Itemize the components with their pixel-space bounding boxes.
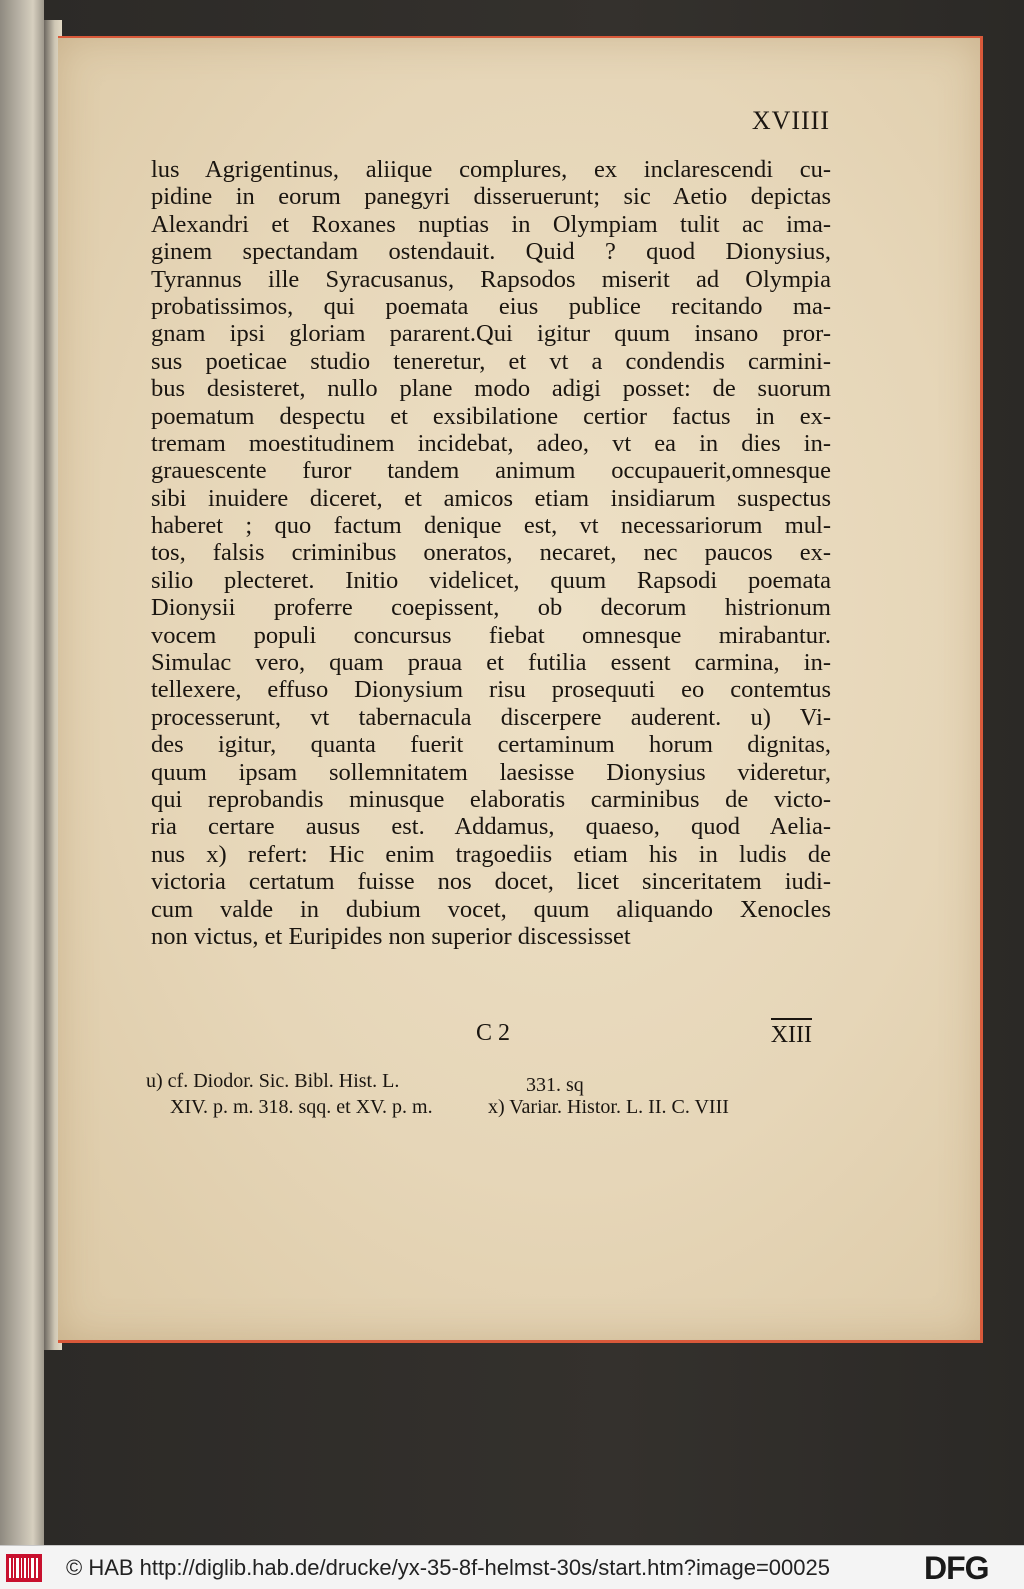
text-line: victoria certatum fuisse nos docet, licet sinceritatem iudi-: [151, 868, 831, 896]
text-line: silio plecteret. Initio videlicet, quum Rapsodi poemata: [151, 566, 831, 594]
footnote-u-line-2: XIV. p. m. 318. sqq. et XV. p. m.: [170, 1096, 433, 1118]
text-line: lus Agrigentinus, aliique complures, ex inclarescendi cu-: [151, 156, 831, 183]
text-line: vocem populi concursus fiebat omnesque mirabantur.: [151, 621, 831, 649]
text-line: bus desisteret, nullo plane modo adigi posset: de suorum: [151, 375, 831, 403]
text-line: sibi inuidere diceret, et amicos etiam insidiarum suspectus: [151, 484, 831, 512]
text-line: tos, falsis criminibus oneratos, necaret, nec paucos ex-: [151, 539, 831, 567]
body-text: [151, 156, 831, 950]
text-line: pidine in eorum panegyri disseruerunt; sic Aetio depictas: [151, 183, 831, 211]
text-line: nus x) refert: Hic enim tragoediis etiam his in ludis de: [151, 840, 831, 868]
signature-mark: C 2: [476, 1020, 511, 1046]
text-line: haberet ; quo factum denique est, vt necessariorum mul-: [151, 512, 831, 540]
text-line: Simulac vero, quam praua et futilia essent carmina, in-: [151, 649, 831, 677]
text-line: sus poeticae studio teneretur, et vt a condendis carmini-: [151, 347, 831, 375]
barcode-icon: [6, 1554, 42, 1582]
text-line: quum ipsam sollemnitatem laesisse Dionysius videretur,: [151, 758, 831, 786]
catchword: XIII: [771, 1018, 812, 1048]
book-page: [58, 36, 983, 1343]
text-line: processerunt, vt tabernacula discerpere auderent. u) Vi-: [151, 703, 831, 731]
text-line: Tyrannus ille Syracusanus, Rapsodos miserit ad Olympia: [151, 265, 831, 293]
text-line: ginem spectandam ostendauit. Quid ? quod Dionysius,: [151, 238, 831, 266]
footnote-u-line-1: u) cf. Diodor. Sic. Bibl. Hist. L.: [146, 1070, 400, 1092]
text-line: Dionysii proferre coepissent, ob decorum histrionum: [151, 594, 831, 622]
text-line: poematum despectu et exsibilatione certior factus in ex-: [151, 402, 831, 430]
text-line: qui reprobandis minusque elaboratis carminibus de victo-: [151, 785, 831, 813]
footer-bar: [0, 1545, 1024, 1589]
text-line: cum valde in dubium vocet, quum aliquando Xenocles: [151, 895, 831, 923]
text-line: Alexandri et Roxanes nuptias in Olympiam tulit ac ima-: [151, 210, 831, 238]
text-line: non victus, et Euripides non superior discessisset: [151, 922, 631, 950]
previous-page-edge: [0, 0, 44, 1545]
copyright-url-link[interactable]: © HAB http://diglib.hab.de/drucke/yx-35-8f-helmst-30s/start.htm?image=00025: [66, 1555, 830, 1580]
footnote-u-continuation: 331. sq: [526, 1074, 584, 1096]
text-line: tellexere, effuso Dionysium risu prosequuti eo contemtus: [151, 676, 831, 704]
text-line: gnam ipsi gloriam pararent.Qui igitur quum insano pror-: [151, 320, 831, 348]
footnote-x: x) Variar. Histor. L. II. C. VIII: [488, 1096, 729, 1118]
dfg-logo: DFG: [924, 1550, 989, 1586]
text-line: probatissimos, qui poemata eius publice recitando ma-: [151, 292, 831, 320]
page-number: XVIIII: [751, 106, 830, 135]
text-line: grauescente furor tandem animum occupauerit,omnesque: [151, 457, 831, 485]
text-line: tremam moestitudinem incidebat, adeo, vt ea in dies in-: [151, 429, 831, 457]
text-line: des igitur, quanta fuerit certaminum horum dignitas,: [151, 731, 831, 759]
text-line: ria certare ausus est. Addamus, quaeso, quod Aelia-: [151, 813, 831, 841]
